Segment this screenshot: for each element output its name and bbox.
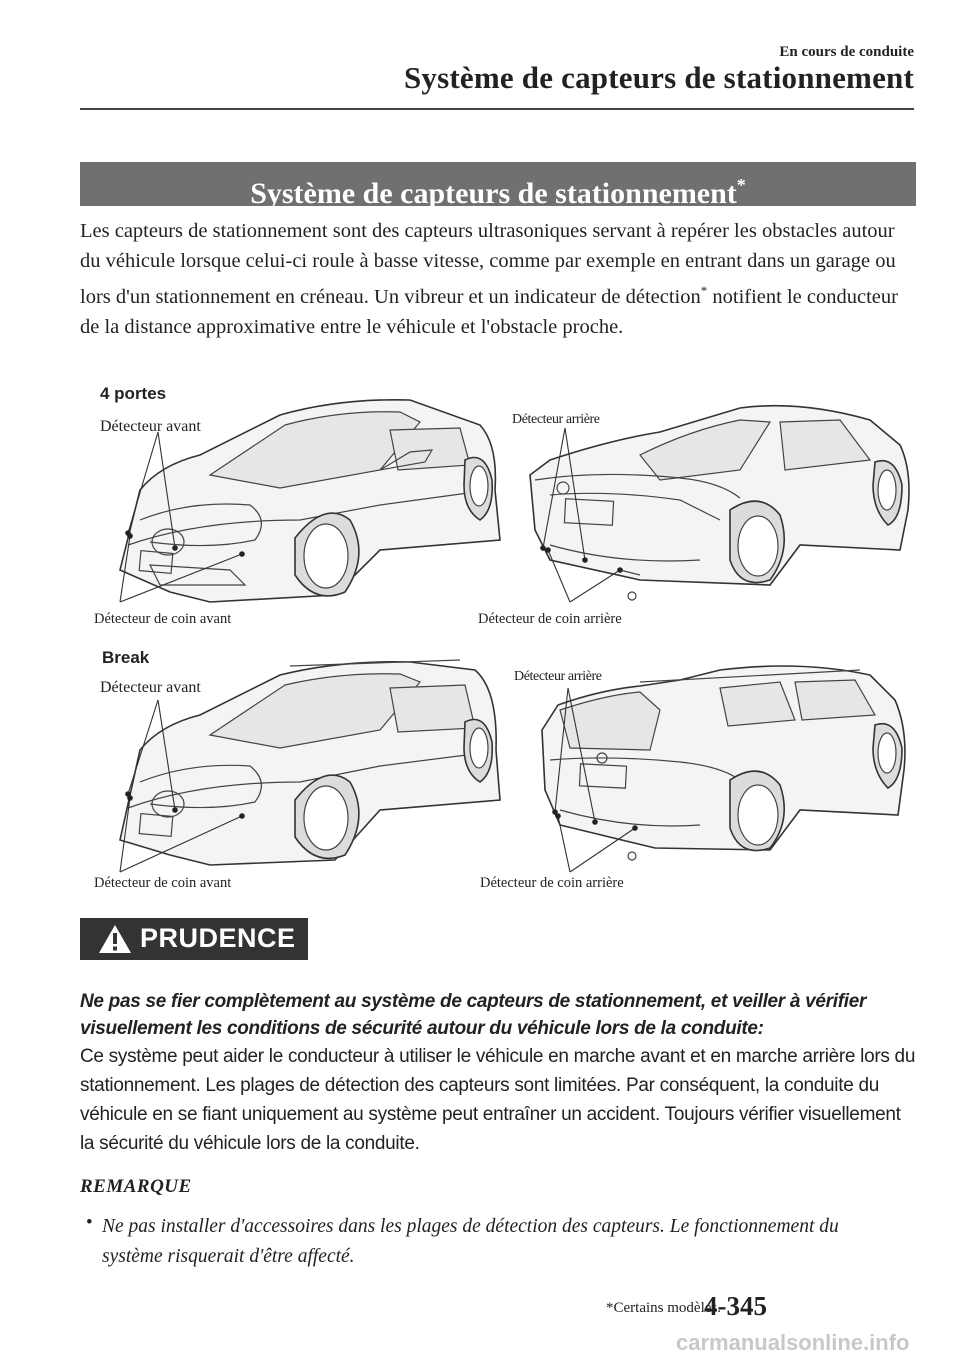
footnote: *Certains modèles. — [606, 1300, 721, 1316]
intro-paragraph — [80, 216, 916, 342]
header-divider — [80, 108, 914, 110]
wagon-front-sensor-label: Détecteur avant — [100, 679, 201, 696]
sensor-location-figure — [80, 370, 916, 900]
sedan-rear-corner-label: Détecteur de coin arrière — [478, 611, 622, 627]
wagon-front-corner-label: Détecteur de coin avant — [94, 875, 232, 891]
page-header-title: Système de capteurs de stationnement — [403, 60, 914, 95]
section-banner — [80, 162, 916, 210]
wagon-rear-sensor-label: Détecteur arrière — [514, 669, 602, 684]
intro-text-2: notifient le conducteur de la distance approximative entre le véhicule et l'obstacle proche. — [80, 285, 898, 338]
remark-bullet: • — [86, 1212, 93, 1233]
page-number: 4-345 — [704, 1291, 767, 1321]
caution-badge — [80, 918, 308, 960]
remark-item: Ne pas installer d'accessoires dans les plages de détection des capteurs. Le fonctionnement du système risquerait d'être affecté. — [102, 1216, 839, 1267]
banner-asterisk: * — [736, 175, 746, 195]
sedan-front-sensor-label: Détecteur avant — [100, 418, 201, 435]
section-header: En cours de conduite — [779, 44, 914, 60]
sedan-rear-sensor-label: Détecteur arrière — [512, 412, 600, 427]
caution-body: Ce système peut aider le conducteur à utiliser le véhicule en marche avant et en marche arrière lors du stationnement. Les plages de détection des capteurs sont limitées. Par conséquent, la conduite du véhicule en se fiant uniquement au système peut entraîner un accident. Toujours vérifier visuellement la sécurité du véhicule lors de la conduite. — [80, 1046, 916, 1154]
sedan-front-corner-label: Détecteur de coin avant — [94, 611, 232, 627]
remark-title: REMARQUE — [80, 1176, 192, 1197]
intro-text-1: Les capteurs de stationnement sont des capteurs ultrasoniques servant à repérer les obstacles autour du véhicule lorsque celui-ci roule à basse vitesse, comme par exemple en entrant dans un garage ou lors d'un stationnement en créneau. Un vibreur et un indicateur de détection — [80, 220, 896, 308]
caution-heading: Ne pas se fier complètement au système de capteurs de stationnement, et veiller à vérifier visuellement les conditions de sécurité autour du véhicule lors de la conduite: — [80, 991, 867, 1039]
sedan-title: 4 portes — [100, 384, 167, 403]
sedan-rear-illustration — [530, 406, 909, 600]
car-illustrations — [80, 370, 916, 900]
wagon-title: Break — [102, 648, 150, 667]
banner-title: Système de capteurs de stationnement — [250, 177, 737, 210]
wagon-rear-illustration — [542, 666, 905, 860]
intro-asterisk: * — [700, 283, 708, 298]
wagon-rear-corner-label: Détecteur de coin arrière — [480, 875, 624, 891]
watermark: carmanualsonline.info — [676, 1330, 910, 1355]
warning-icon — [98, 924, 132, 954]
caution-label: PRUDENCE — [140, 923, 296, 953]
